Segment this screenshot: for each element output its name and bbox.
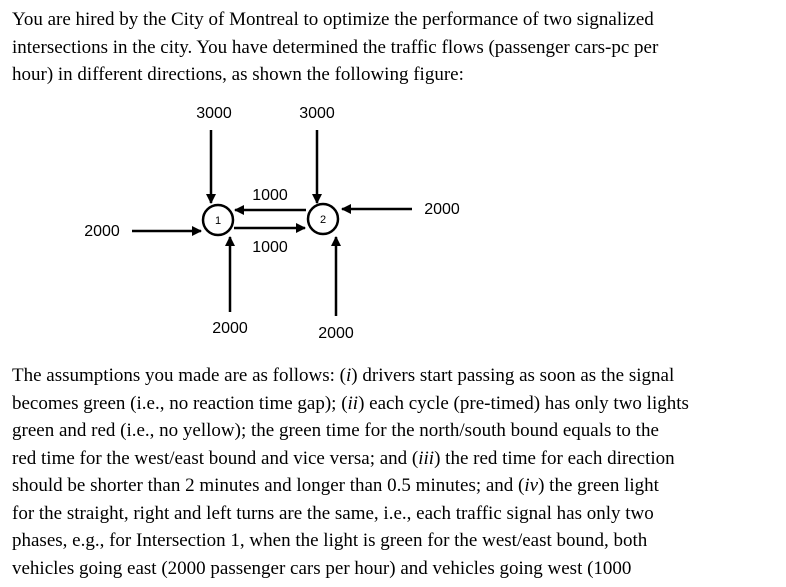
- flow-label-east-2: 2000: [424, 201, 460, 218]
- intro-line: intersections in the city. You have determined the traffic flows (passenger cars-pc per: [12, 36, 659, 58]
- flow-label-between-upper: 1000: [252, 187, 288, 204]
- assumptions-line: phases, e.g., for Intersection 1, when the light is green for the west/east bound, both: [12, 530, 648, 551]
- flow-label-west-1: 2000: [84, 223, 120, 240]
- assumptions-line: green and red (i.e., no yellow); the green time for the north/south bound equals to the: [12, 420, 659, 441]
- node-1-label: 1: [214, 215, 222, 227]
- assumptions-line: vehicles going east (2000 passenger cars per hour) and vehicles going west (1000: [12, 557, 632, 579]
- flow-label-between-lower: 1000: [252, 239, 288, 256]
- assumptions-line: should be shorter than 2 minutes and longer than 0.5 minutes; and (iv) the green light: [12, 475, 659, 496]
- flow-label-north-2: 3000: [299, 105, 335, 122]
- assumptions-line: for the straight, right and left turns are the same, i.e., each traffic signal has only two: [12, 502, 654, 524]
- assumptions-line: becomes green (i.e., no reaction time gap); (ii) each cycle (pre-timed) has only two lights: [12, 392, 689, 414]
- flow-label-south-2: 2000: [318, 325, 354, 342]
- intro-line: You are hired by the City of Montreal to optimize the performance of two signalized: [12, 9, 654, 30]
- node-2-label: 2: [319, 214, 327, 226]
- assumptions-paragraph: [12, 362, 689, 582]
- assumptions-line: The assumptions you made are as follows: (i) drivers start passing as soon as the signal: [12, 365, 675, 386]
- flow-label-south-1: 2000: [212, 320, 248, 337]
- flow-label-north-1: 3000: [196, 105, 232, 122]
- assumptions-line: red time for the west/east bound and vice versa; and (iii) the red time for each direction: [12, 447, 675, 469]
- intro-line: hour) in different directions, as shown the following figure:: [12, 64, 464, 85]
